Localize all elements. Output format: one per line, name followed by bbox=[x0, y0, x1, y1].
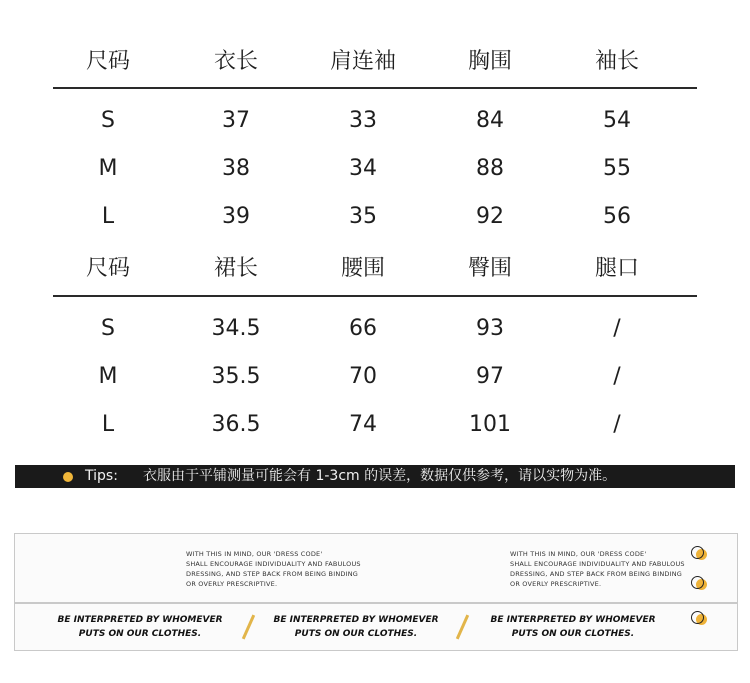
slogan-text: BE INTERPRETED BY WHOMEVER PUTS ON OUR CLOTHES. bbox=[57, 615, 223, 639]
table-cell: 55 bbox=[603, 156, 631, 181]
table-cell: M bbox=[98, 364, 118, 389]
table-cell: 35 bbox=[349, 204, 377, 229]
table-cell: 35.5 bbox=[211, 364, 261, 389]
slash-divider bbox=[242, 615, 255, 640]
table-cell: 88 bbox=[476, 156, 504, 181]
dress-code-text-right: WITH THIS IN MIND, OUR 'DRESS CODE' SHALL ENCOURAGE INDIVIDUALITY AND FABULOUS DRESSING, AND STEP BACK FROM BEING BINDING OR OVERLY PRESCRIPTIVE. bbox=[510, 550, 685, 588]
table-cell: 97 bbox=[476, 364, 504, 389]
table-cell: M bbox=[98, 156, 118, 181]
table-cell: 37 bbox=[222, 108, 250, 133]
header-cell: 腿口 bbox=[594, 256, 639, 281]
table-cell: L bbox=[101, 412, 115, 437]
table-row bbox=[0, 362, 750, 392]
slogan-text: BE INTERPRETED BY WHOMEVER PUTS ON OUR CLOTHES. bbox=[490, 615, 656, 639]
table-header-row bbox=[0, 47, 750, 77]
header-divider bbox=[53, 87, 697, 89]
header-cell: 腰围 bbox=[340, 256, 385, 281]
slogan-text: BE INTERPRETED BY WHOMEVER PUTS ON OUR CLOTHES. bbox=[273, 615, 439, 639]
table-cell: S bbox=[101, 108, 115, 133]
table-cell: 74 bbox=[349, 412, 377, 437]
slogan-banner bbox=[14, 603, 738, 651]
header-cell: 裙长 bbox=[213, 256, 258, 281]
table-row bbox=[0, 106, 750, 136]
table-cell: 101 bbox=[469, 412, 511, 437]
table-cell: 34 bbox=[349, 156, 377, 181]
table-cell: 66 bbox=[349, 316, 377, 341]
table-row bbox=[0, 314, 750, 344]
header-cell: 衣长 bbox=[213, 49, 258, 74]
ring-icon bbox=[691, 546, 705, 560]
header-cell: 胸围 bbox=[467, 49, 512, 74]
table-cell: 38 bbox=[222, 156, 250, 181]
table-cell: 84 bbox=[476, 108, 504, 133]
table-cell: S bbox=[101, 316, 115, 341]
table-cell: 92 bbox=[476, 204, 504, 229]
table-cell: 36.5 bbox=[211, 412, 261, 437]
tips-label: Tips: bbox=[85, 468, 118, 484]
table-header-row bbox=[0, 254, 750, 284]
dress-code-banner bbox=[14, 533, 738, 603]
table-cell: L bbox=[101, 204, 115, 229]
ring-icon bbox=[691, 611, 705, 625]
table-row bbox=[0, 202, 750, 232]
header-cell: 尺码 bbox=[85, 49, 130, 74]
slash-divider bbox=[456, 615, 469, 640]
header-divider bbox=[53, 295, 697, 297]
bullet-dot-icon bbox=[63, 472, 73, 482]
table-cell: 54 bbox=[603, 108, 631, 133]
tips-bar bbox=[15, 465, 735, 488]
table-cell: 70 bbox=[349, 364, 377, 389]
table-cell: 39 bbox=[222, 204, 250, 229]
table-cell: 93 bbox=[476, 316, 504, 341]
table-cell: / bbox=[613, 364, 621, 389]
header-cell: 袖长 bbox=[594, 49, 639, 74]
dress-code-text-left: WITH THIS IN MIND, OUR 'DRESS CODE' SHALL ENCOURAGE INDIVIDUALITY AND FABULOUS DRESSING, AND STEP BACK FROM BEING BINDING OR OVERLY PRESCRIPTIVE. bbox=[186, 550, 361, 588]
table-row bbox=[0, 154, 750, 184]
table-cell: 56 bbox=[603, 204, 631, 229]
header-cell: 肩连袖 bbox=[329, 49, 396, 74]
ring-icon bbox=[691, 576, 705, 590]
table-cell: / bbox=[613, 316, 621, 341]
table-row bbox=[0, 410, 750, 440]
table-cell: 34.5 bbox=[211, 316, 261, 341]
table-cell: / bbox=[613, 412, 621, 437]
header-cell: 臀围 bbox=[467, 256, 512, 281]
table-cell: 33 bbox=[349, 108, 377, 133]
tips-text: 衣服由于平铺测量可能会有 1-3cm 的误差，数据仅供参考，请以实物为准。 bbox=[143, 468, 617, 484]
header-cell: 尺码 bbox=[85, 256, 130, 281]
